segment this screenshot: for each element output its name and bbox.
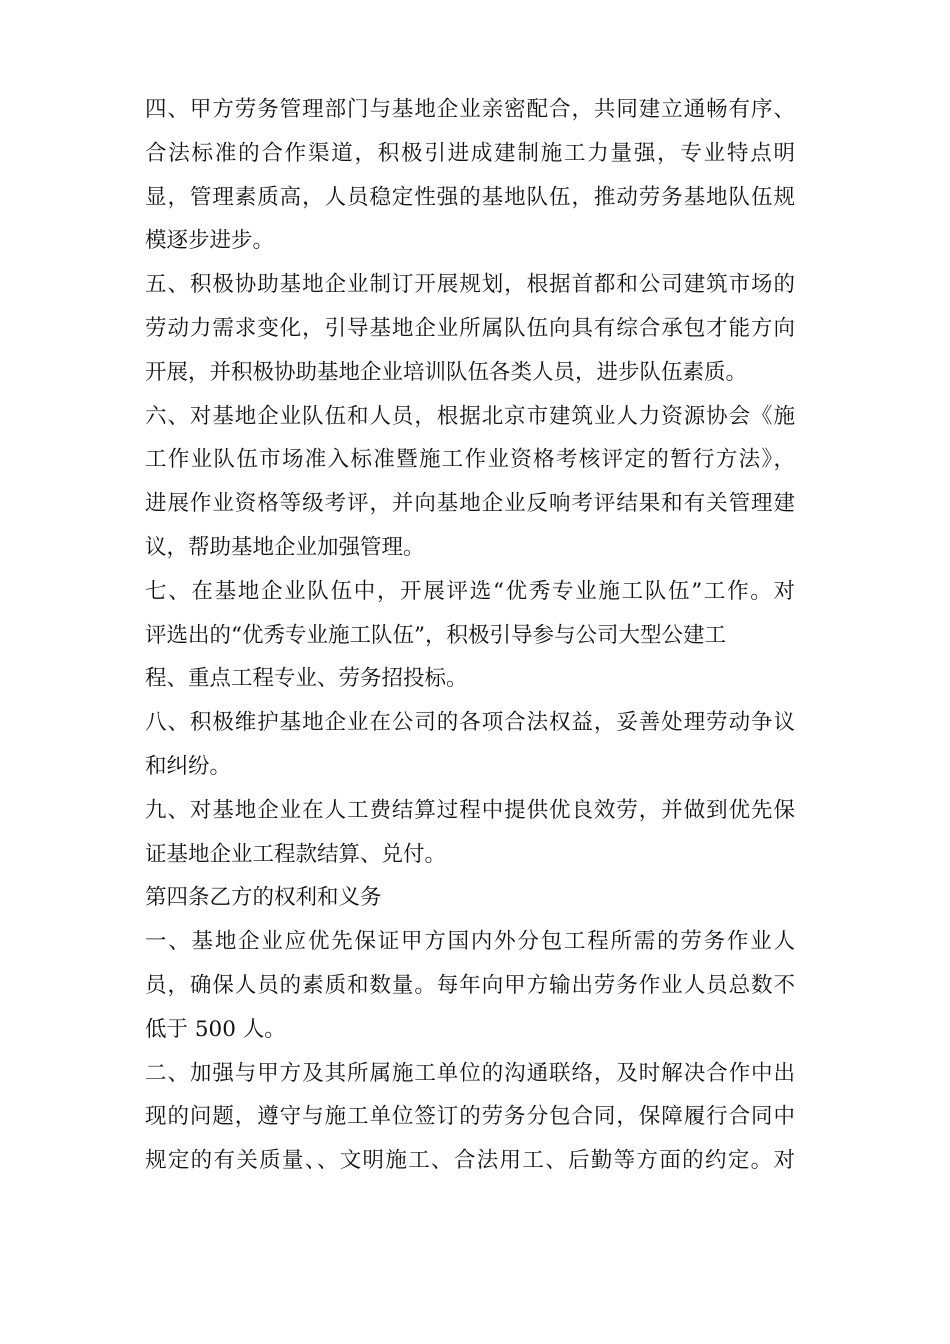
text-line: 议，帮助基地企业加强管理。 (145, 534, 425, 560)
text-line: 规定的有关质量、、文明施工、合法用工、后勤等方面的约定。对 (145, 1148, 795, 1174)
text-line: 进展作业资格等级考评，并向基地企业反响考评结果和有关管理建 (145, 491, 795, 517)
text-line: 九、对基地企业在人工费结算过程中提供优良效劳，并做到优先保 (145, 797, 795, 823)
text-line: 劳动力需求变化，引导基地企业所属队伍向具有综合承包才能方向 (145, 315, 795, 341)
text-line: 程、重点工程专业、劳务招投标。 (145, 666, 468, 692)
text-line: 开展，并积极协助基地企业培训队伍各类人员，进步队伍素质。 (145, 359, 748, 385)
text-line: 六、对基地企业队伍和人员，根据北京市建筑业人力资源协会《施 (145, 403, 795, 429)
paragraph-b-item-2 (145, 1056, 805, 1187)
text-line: 五、积极协助基地企业制订开展规划，根据首都和公司建筑市场的 (145, 272, 795, 298)
text-line: 显，管理素质高，人员稳定性强的基地队伍，推动劳务基地队伍规 (145, 184, 795, 210)
paragraph-item-7 (145, 574, 805, 705)
text-line: 工作业队伍市场准入标准暨施工作业资格考核评定的暂行方法》， (145, 447, 795, 473)
text-line: 合法标准的合作渠道，积极引进成建制施工力量强，专业特点明 (145, 140, 795, 166)
text-line: 一、基地企业应优先保证甲方国内外分包工程所需的劳务作业人 (145, 929, 795, 955)
section-heading-article-4 (145, 880, 805, 924)
text-line: 八、积极维护基地企业在公司的各项合法权益，妥善处理劳动争议 (145, 710, 795, 736)
text-line: 评选出的“优秀专业施工队伍”，积极引导参与公司大型公建工 (145, 622, 726, 648)
text-line: 模逐步进步。 (145, 228, 275, 254)
paragraph-item-8 (145, 705, 805, 793)
text-line: 低于 500 人。 (145, 1016, 286, 1042)
paragraph-item-9 (145, 793, 805, 881)
paragraph-item-4 (145, 92, 805, 267)
text-line: 和纠纷。 (145, 753, 232, 779)
text-line: 现的问题，遵守与施工单位签订的劳务分包合同，保障履行合同中 (145, 1104, 795, 1130)
paragraph-item-5 (145, 267, 805, 398)
text-line: 二、加强与甲方及其所属施工单位的沟通联络，及时解决合作中出 (145, 1060, 795, 1086)
text-line: 员，确保人员的素质和数量。每年向甲方输出劳务作业人员总数不 (145, 972, 795, 998)
text-line: 七、在基地企业队伍中，开展评选“优秀专业施工队伍”工作。对 (145, 578, 795, 604)
document-body (145, 92, 805, 1187)
paragraph-item-6 (145, 399, 805, 574)
heading-line: 第四条乙方的权利和义务 (145, 885, 382, 911)
text-line: 四、甲方劳务管理部门与基地企业亲密配合，共同建立通畅有序、 (145, 97, 795, 122)
text-line: 证基地企业工程款结算、兑付。 (145, 841, 447, 867)
paragraph-b-item-1 (145, 924, 805, 1055)
